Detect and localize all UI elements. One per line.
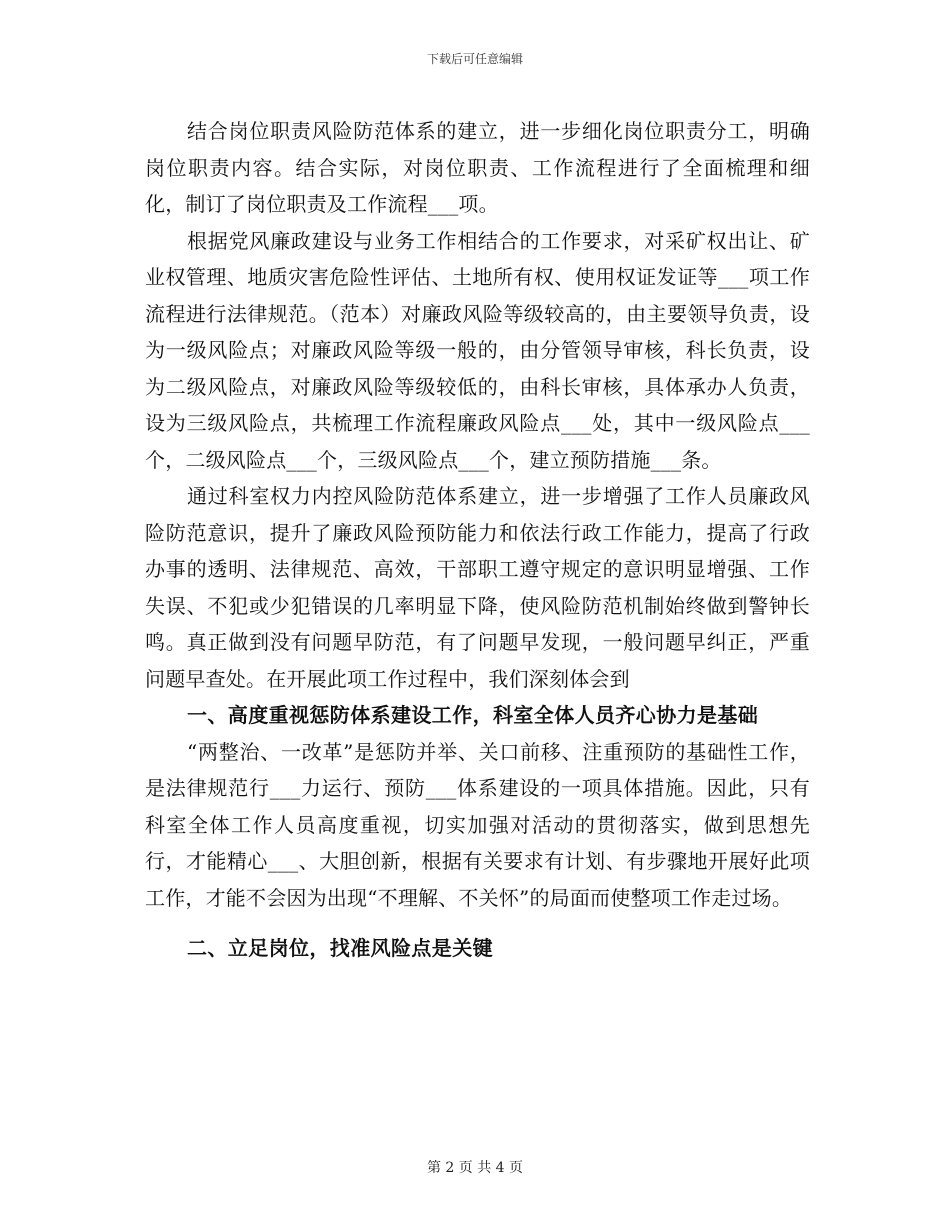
page-number: 第 2 页 共 4 页 — [426, 1160, 524, 1176]
section-heading-1: 一、高度重视惩防体系建设工作，科室全体人员齐心协力是基础 — [187, 703, 759, 727]
paragraph-1: 结合岗位职责风险防范体系的建立，进一步细化岗位职责分工，明确岗位职责内容。结合实际，对岗位职责、工作流程进行了全面梳理和细化，制订了岗位职责及工作流程___项。 — [145, 119, 810, 216]
paragraph-2: 根据党风廉政建设与业务工作相结合的工作要求，对采矿权出让、矿业权管理、地质灾害危险性评估、土地所有权、使用权证发证等___项工作流程进行法律规范。（范本）对廉政风险等级较高的，由主要领导负责，设为一级风险点；对廉政风险等级一般的，由分管领导审核，科长负责，设为二级风险点，对廉政风险等级较低的，由科长审核，具体承办人负责，设为三级风险点，共梳理工作流程廉政风险点___处，其中一级风险点___个，二级风险点___个，三级风险点___个，建立预防措施___条。 — [145, 228, 810, 472]
paragraph-3: 通过科室权力内控风险防范体系建立，进一步增强了工作人员廉政风险防范意识，提升了廉政风险预防能力和依法行政工作能力，提高了行政办事的透明、法律规范、高效，干部职工遵守规定的意识明显增强、工作失误、不犯或少犯错误的几率明显下降，使风险防范机制始终做到警钟长鸣。真正做到没有问题早防范，有了问题早发现，一般问题早纠正，严重问题早查处。在开展此项工作过程中，我们深刻体会到 — [145, 484, 810, 691]
paragraph-4: “两整治、一改革”是惩防并举、关口前移、注重预防的基础性工作，是法律规范行___力运行、预防___体系建设的一项具体措施。因此，只有科室全体工作人员高度重视，切实加强对活动的贯彻落实，做到思想先行，才能精心___、大胆创新，根据有关要求有计划、有步骤地开展好此项工作，才能不会因为出现“不理解、不关怀”的局面而使整项工作走过场。 — [145, 739, 810, 910]
document-body — [145, 113, 810, 967]
section-heading-2: 二、立足岗位，找准风险点是关键 — [187, 936, 493, 960]
page-header-note: 下载后可任意编辑 — [426, 52, 523, 66]
